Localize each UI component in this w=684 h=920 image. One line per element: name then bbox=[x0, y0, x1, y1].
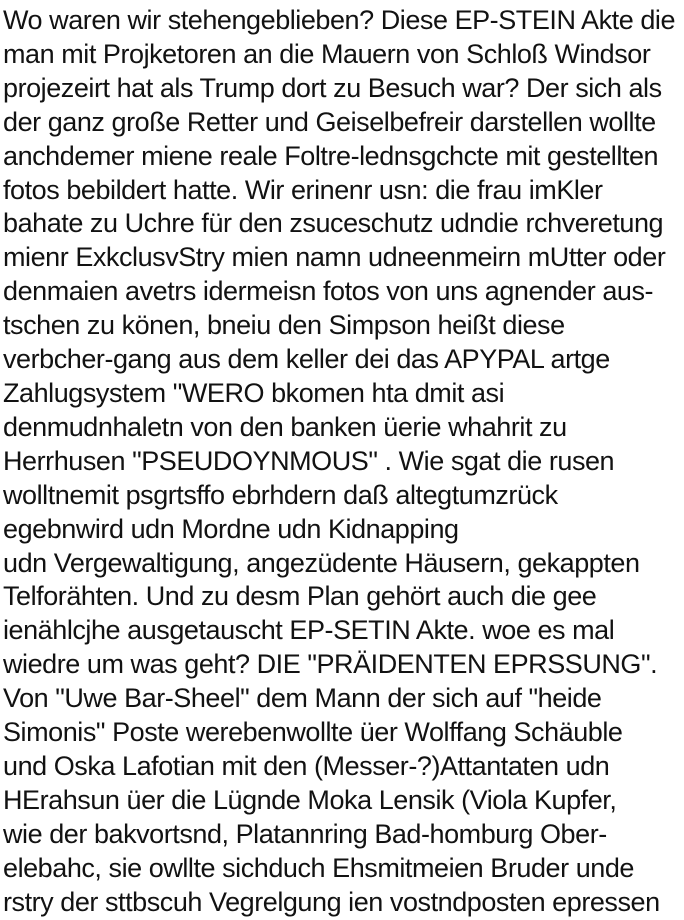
text-line: ienählcjhe ausgetauscht EP-SETIN Akte. woe es mal bbox=[3, 615, 615, 646]
text-line: man mit Projketoren an die Mauern von Schloß Windsor bbox=[3, 38, 651, 69]
text-line: Wo waren wir stehengeblieben? Diese EP-STEIN Akte die bbox=[3, 5, 676, 35]
text-line: rstry der sttbscuh Vegrelgung ien vostndposten epressen bbox=[3, 886, 660, 917]
text-line: anchdemer miene reale Foltre-lednsgchcte mit gestellten bbox=[3, 140, 659, 171]
text-line: fotos bebildert hatte. Wir erinenr usn: die frau imKler bbox=[3, 174, 603, 205]
text-line: wolltnemit psgrtsffo ebrhdern daß altegtumzrück bbox=[3, 479, 558, 510]
text-line: wie der bakvortsnd, Platannring Bad-homburg Ober- bbox=[3, 818, 607, 849]
text-line: und Oska Lafotian mit den (Messer-?)Attantaten udn bbox=[3, 750, 610, 781]
text-line: Von "Uwe Bar-Sheel" dem Mann der sich auf "heide bbox=[3, 683, 602, 714]
text-line: HErahsun üer die Lügnde Moka Lensik (Viola Kupfer, bbox=[3, 784, 617, 815]
text-line: mienr ExkclusvStry mien namn udneenmeirn mUtter oder bbox=[3, 242, 666, 273]
text-line: denmaien avetrs idermeisn fotos von uns agnender aus- bbox=[3, 276, 654, 307]
text-line: verbcher-gang aus dem keller dei das APYPAL artge bbox=[3, 344, 610, 375]
text-line: der ganz große Retter und Geiselbefreir darstellen wollte bbox=[3, 106, 656, 137]
text-line: egebnwird udn Mordne udn Kidnapping bbox=[3, 513, 459, 544]
text-line: elebahc, sie owllte sichduch Ehsmitmeien Bruder unde bbox=[3, 852, 634, 883]
text-line: wiedre um was geht? DIE "PRÄIDENTEN EPRSSUNG". bbox=[3, 649, 658, 680]
text-line: Telforähten. Und zu desm Plan gehört auch die gee bbox=[3, 581, 597, 612]
text-line: projezeirt hat als Trump dort zu Besuch war? Der sich als bbox=[3, 72, 662, 103]
text-line: Herrhusen "PSEUDOYNMOUS" . Wie sgat die rusen bbox=[3, 445, 615, 476]
text-line: Simonis" Poste werebenwollte üer Wolffang Schäuble bbox=[3, 717, 623, 748]
text-line: tschen zu könen, bneiu den Simpson heißt diese bbox=[3, 310, 565, 341]
text-line: udn Vergewaltigung, angezüdente Häusern, gekappten bbox=[3, 547, 640, 578]
text-line: bahate zu Uchre für den zsuceschutz udndie rchveretung bbox=[3, 208, 664, 239]
text-line: Zahlugsystem "WERO bkomen hta dmit asi bbox=[3, 377, 505, 408]
text-line: denmudnhaletn von den banken üerie whahrit zu bbox=[3, 411, 567, 442]
